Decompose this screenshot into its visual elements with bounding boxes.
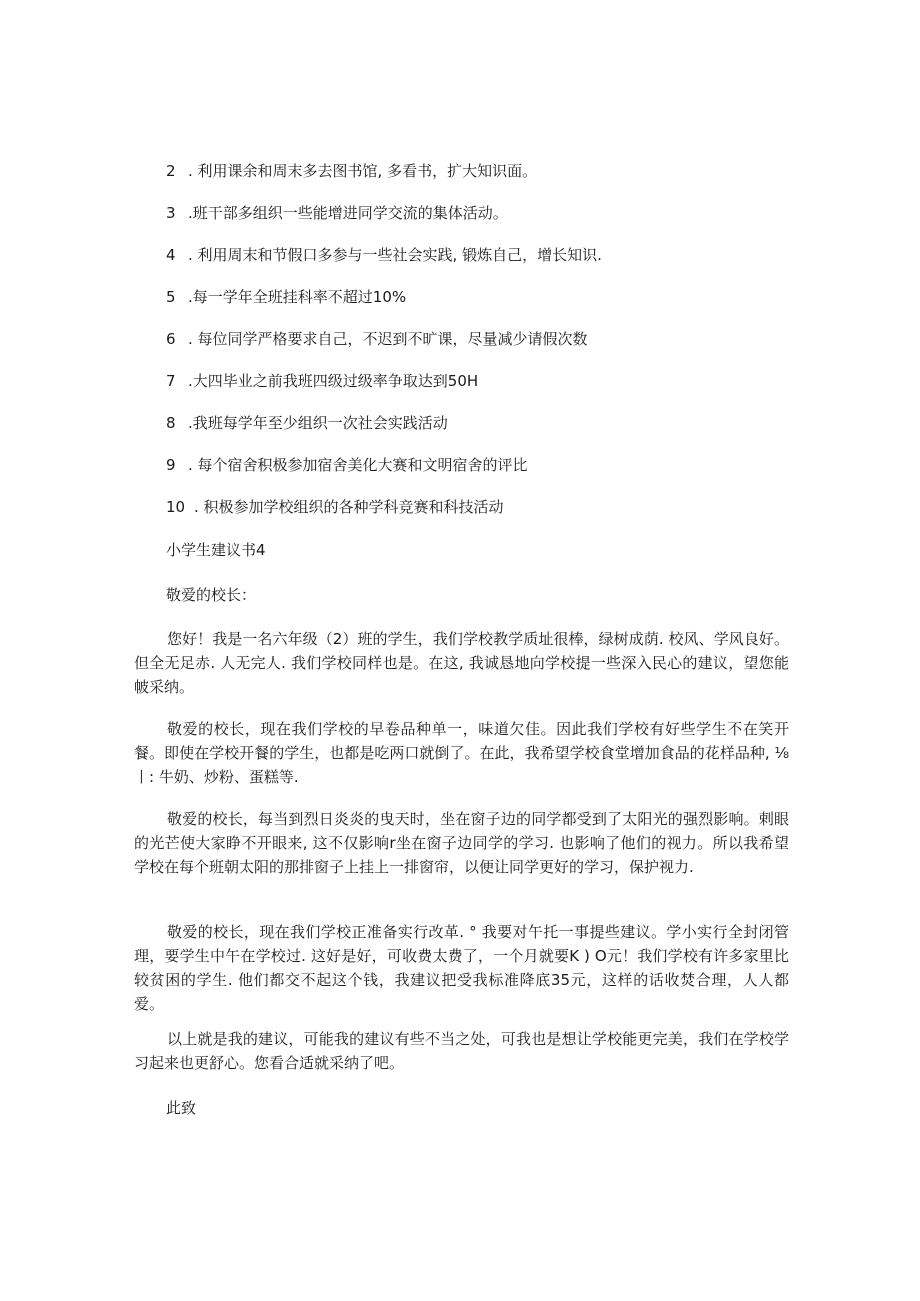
list-item-text: .班干部多组织一些能增进同学交流的集体活动。	[188, 204, 508, 222]
letter-title: 小学生建议书4	[166, 541, 266, 559]
letter-paragraph: 以上就是我的建议，可能我的建议有些不当之处，可我也是想让学校能更完美，我们在学校学习起来也更舒心。您看合适就采纳了吧。	[134, 1030, 789, 1072]
list-item	[166, 497, 806, 517]
list-item	[166, 161, 806, 181]
list-item-number: 10	[166, 498, 186, 516]
list-item-text: .每一学年全班挂科率不超过10%	[188, 288, 407, 306]
list-item-number: 5	[166, 288, 176, 306]
list-item-number: 4	[166, 246, 176, 264]
list-item-number: 6	[166, 330, 176, 348]
list-item	[166, 203, 806, 223]
list-item-text: .大四毕业之前我班四级过级率争取达到50H	[188, 372, 479, 390]
list-item-number: 7	[166, 372, 176, 390]
list-item	[166, 245, 806, 265]
letter-paragraph: 敬爱的校长，每当到烈日炎炎的曳天时，坐在窗子边的同学都受到了太阳光的强烈影响。剌眼的光芒使大家睁不开眼来, 这不仅影响r坐在窗子边同学的学习. 也影响了他们的视力。所以我希望学校在每个班朝太阳的那排窗子上挂上一排窗帘，以便让同学更好的学习，保护视力.	[134, 810, 789, 876]
list-item-number: 2	[166, 162, 176, 180]
letter-closing: 此致	[166, 1099, 197, 1117]
list-item-text: . 利用课余和周末多去图书馆, 多看书，扩大知识面。	[188, 162, 538, 180]
list-item	[166, 413, 806, 433]
list-item-text: . 每位同学严格要求自己，不迟到不旷课，尽量减少请假次数	[188, 330, 588, 348]
letter-paragraph: 敬爱的校长，现在我们学校的早卷品种单一，味道欠佳。因此我们学校有好些学生不在笑开餐。即使在学校开餐的学生，也都是吃两口就倒了。在此，我希望学校食堂增加食品的花样品种, ⅛丨: 牛奶、炒粉、蛋糕等.	[134, 720, 789, 786]
list-item-number: 8	[166, 414, 176, 432]
letter-salutation: 敬爱的校长：	[166, 586, 257, 604]
list-item-text: .我班每学年至少组织一次社会实践活动	[188, 414, 448, 432]
list-item-text: . 利用周末和节假口多参与一些社会实践, 锻炼自己，增长知识.	[188, 246, 602, 264]
letter-paragraph: 您好！我是一名六年级（2）班的学生，我们学校教学质址很棒，绿树成荫. 校风、学风良好。但全无足赤. 人无完人. 我们学校同样也是。在这, 我诚恳地向学校提一些深入民心的建议，望您能帔采纳。	[134, 630, 789, 696]
list-item-text: . 每个宿舍积极参加宿舍美化大赛和文明宿舍的评比	[188, 456, 528, 474]
list-item	[166, 329, 806, 349]
list-item-number: 3	[166, 204, 176, 222]
letter-paragraph: 敬爱的校长，现在我们学校正准备实行改革. ° 我要对午托一事提些建议。学小实行全封闭管理，要学生中午在学校过. 这好是好，可收费太费了，一个月就要K ) O元！我们学校有许多家里比较贫困的学生. 他们都交不起这个钱，我建议把受我标准降底35元，这样的话收焚合理，人人都爱。	[134, 923, 789, 1013]
list-item-number: 9	[166, 456, 176, 474]
list-item-text: . 积极参加学校组织的各种学科竞赛和科技活动	[194, 498, 504, 516]
list-item	[166, 455, 806, 475]
list-item	[166, 371, 806, 391]
list-item	[166, 287, 806, 307]
